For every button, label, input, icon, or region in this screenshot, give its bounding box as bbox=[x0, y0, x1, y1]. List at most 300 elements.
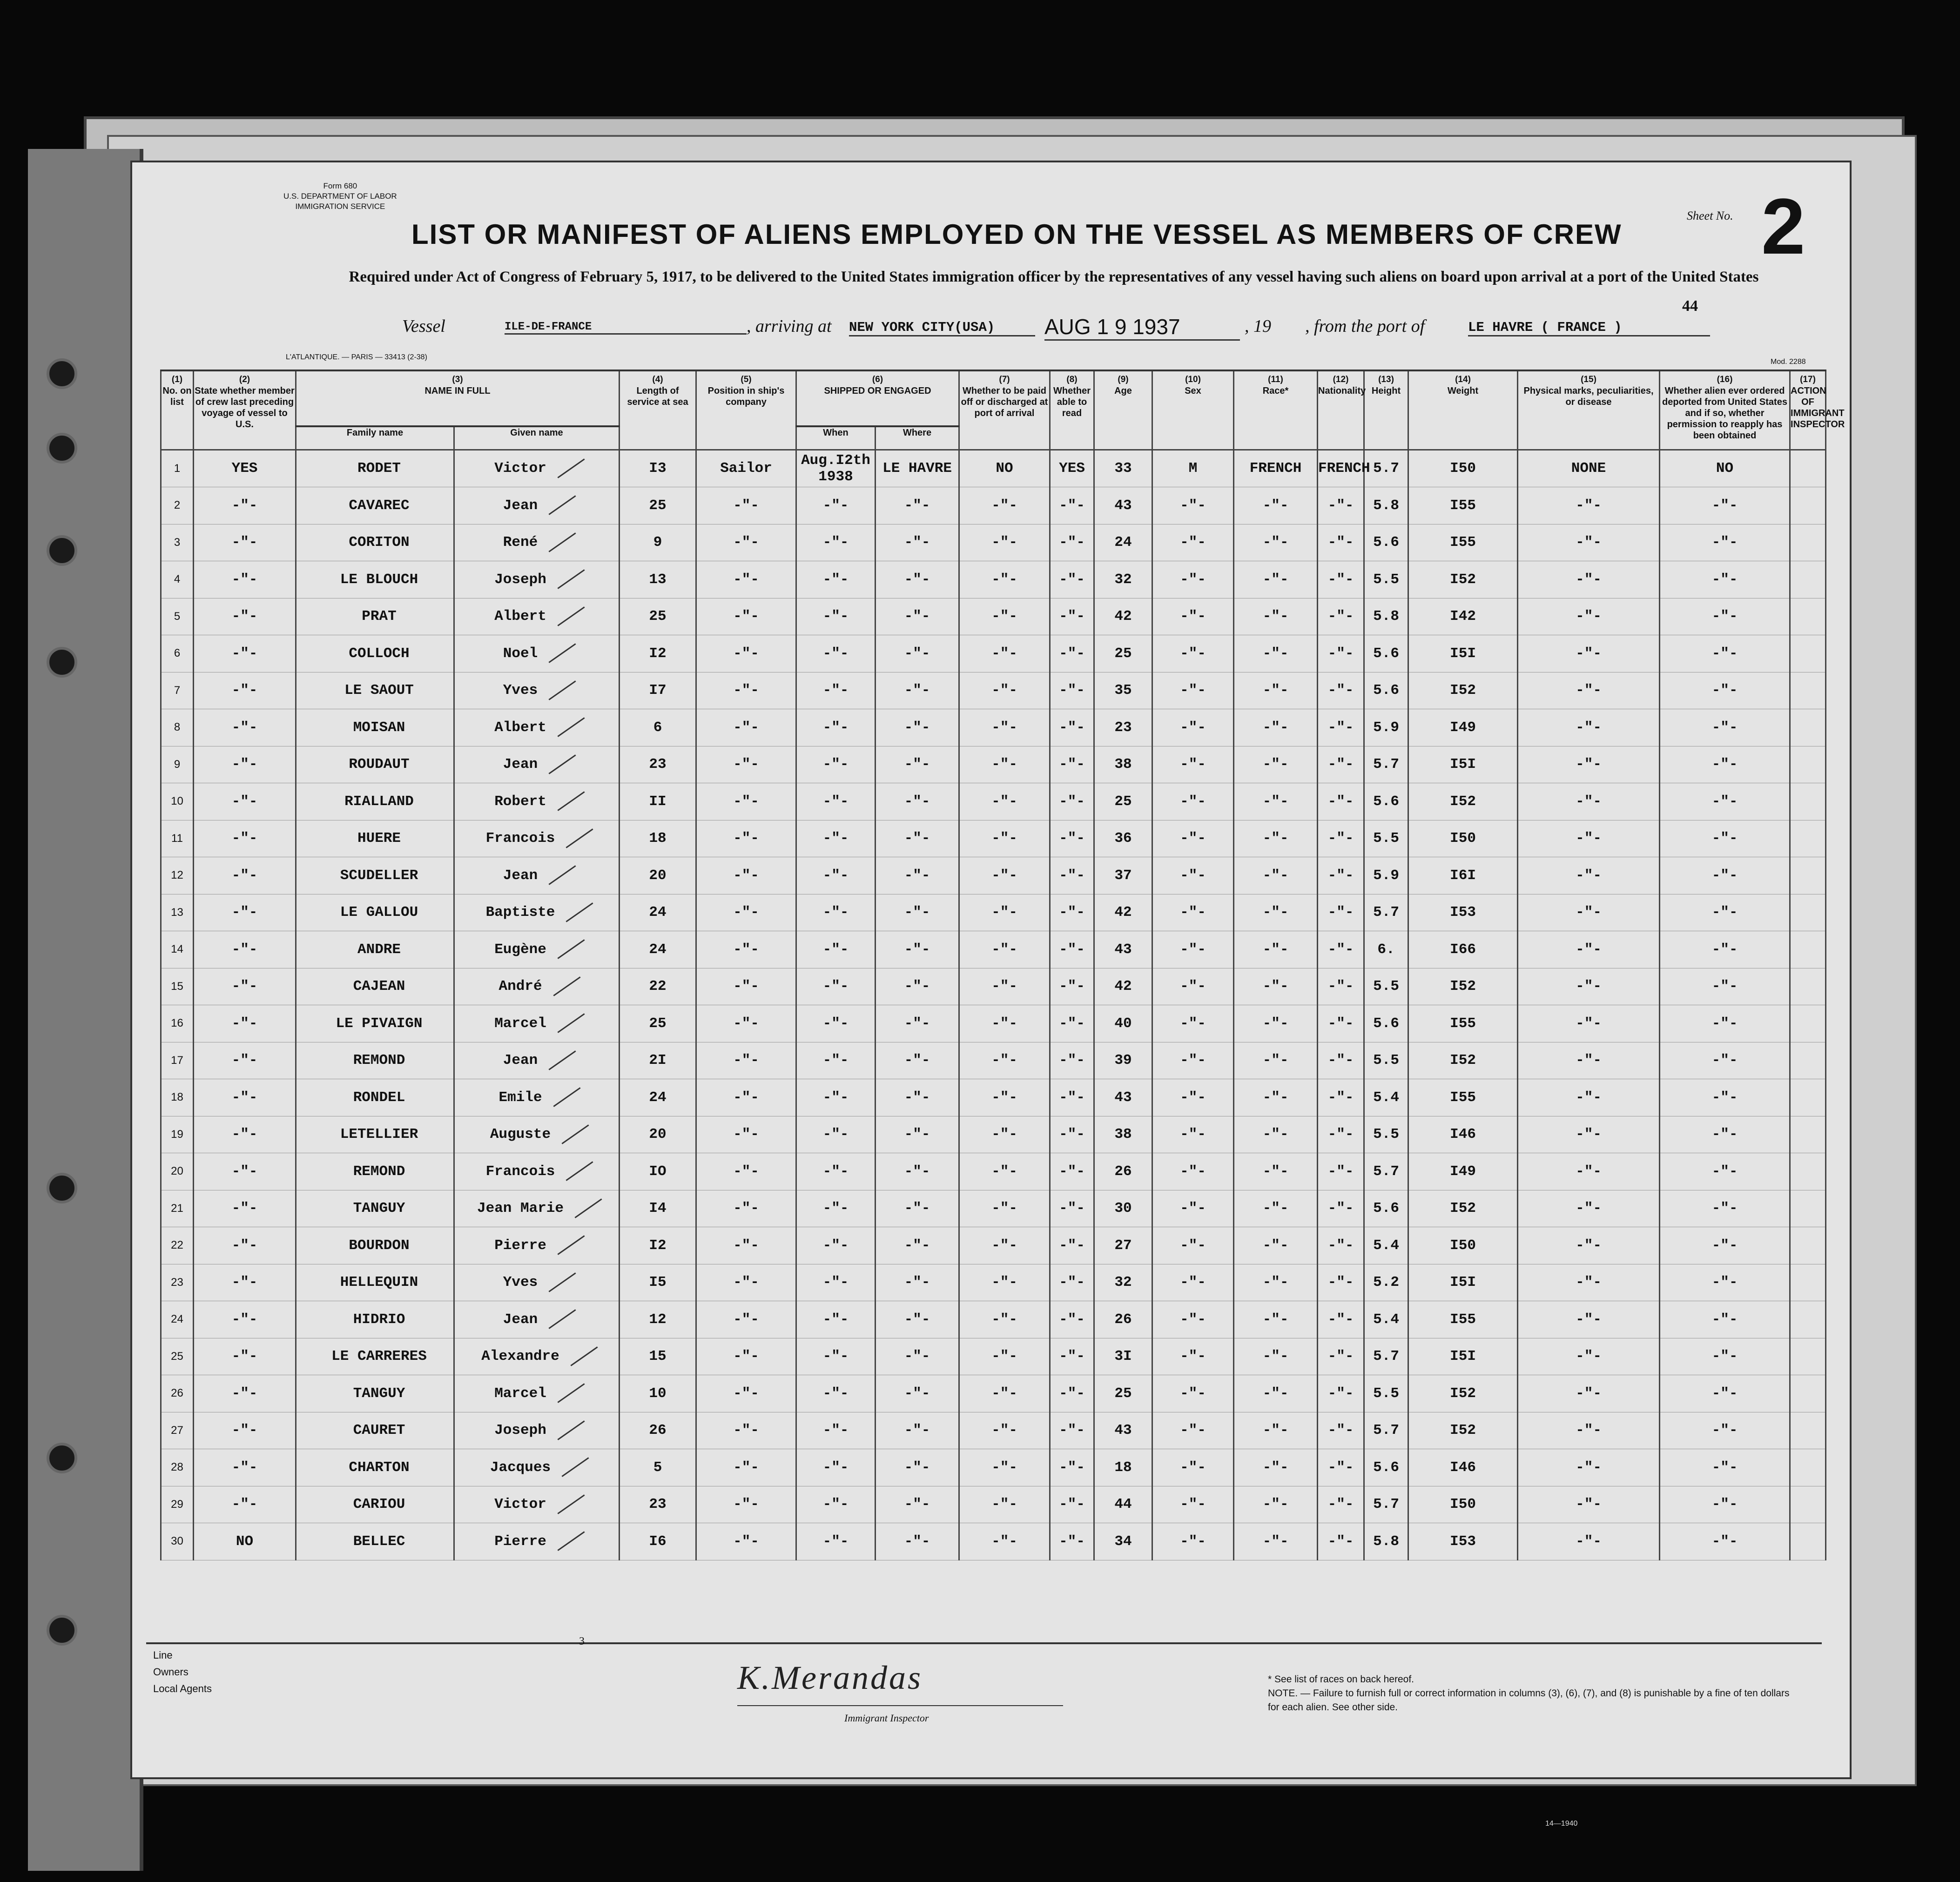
race-cell: -"- bbox=[1234, 524, 1318, 561]
service-cell: 15 bbox=[620, 1338, 696, 1375]
where-cell: -"- bbox=[876, 894, 959, 931]
agents-label: Local Agents bbox=[153, 1683, 212, 1694]
when-cell: -"- bbox=[796, 1338, 876, 1375]
age-cell: 30 bbox=[1094, 1190, 1152, 1227]
read-cell: -"- bbox=[1050, 1264, 1094, 1301]
when-cell: -"- bbox=[796, 709, 876, 746]
service-cell: 25 bbox=[620, 1005, 696, 1042]
action-cell bbox=[1790, 1042, 1826, 1079]
when-cell: -"- bbox=[796, 561, 876, 598]
prev-voyage-cell: -"- bbox=[194, 746, 296, 783]
position-cell: -"- bbox=[696, 1486, 796, 1523]
binder-hole bbox=[47, 1173, 77, 1203]
paid-off-cell: -"- bbox=[959, 1227, 1050, 1264]
action-cell bbox=[1790, 1116, 1826, 1153]
paid-off-cell: -"- bbox=[959, 931, 1050, 968]
age-cell: 18 bbox=[1094, 1449, 1152, 1486]
where-cell: -"- bbox=[876, 1301, 959, 1338]
given-name-cell: Marcel bbox=[454, 1375, 620, 1412]
inspector-label: Immigrant Inspector bbox=[844, 1712, 929, 1724]
read-cell: -"- bbox=[1050, 1523, 1094, 1560]
age-cell: 38 bbox=[1094, 746, 1152, 783]
service-cell: I7 bbox=[620, 672, 696, 709]
race-cell: -"- bbox=[1234, 1042, 1318, 1079]
nationality-cell: -"- bbox=[1318, 1449, 1364, 1486]
paid-off-cell: -"- bbox=[959, 1375, 1050, 1412]
deported-cell: -"- bbox=[1660, 635, 1790, 672]
service-cell: 25 bbox=[620, 487, 696, 524]
where-cell: -"- bbox=[876, 1042, 959, 1079]
inspector-signature: K.Merandas bbox=[737, 1659, 923, 1696]
action-cell bbox=[1790, 1449, 1826, 1486]
family-name-cell: CHARTON bbox=[296, 1449, 454, 1486]
owners-label: Owners bbox=[153, 1666, 189, 1678]
position-cell: -"- bbox=[696, 783, 796, 820]
given-name-cell: Jean bbox=[454, 1301, 620, 1338]
when-cell: -"- bbox=[796, 487, 876, 524]
where-cell: -"- bbox=[876, 635, 959, 672]
action-cell bbox=[1790, 1079, 1826, 1116]
deported-cell: -"- bbox=[1660, 1449, 1790, 1486]
table-row bbox=[161, 635, 1826, 672]
when-cell: -"- bbox=[796, 968, 876, 1005]
action-cell bbox=[1790, 931, 1826, 968]
deported-cell: -"- bbox=[1660, 820, 1790, 857]
age-cell: 37 bbox=[1094, 857, 1152, 894]
marks-cell: -"- bbox=[1518, 1338, 1660, 1375]
position-cell: -"- bbox=[696, 931, 796, 968]
family-name-cell: PRAT bbox=[296, 598, 454, 635]
where-cell: -"- bbox=[876, 1449, 959, 1486]
check-mark-icon bbox=[557, 791, 585, 811]
action-cell bbox=[1790, 487, 1826, 524]
nationality-cell: -"- bbox=[1318, 1264, 1364, 1301]
prev-voyage-cell: -"- bbox=[194, 709, 296, 746]
marks-cell: -"- bbox=[1518, 1301, 1660, 1338]
age-cell: 25 bbox=[1094, 1375, 1152, 1412]
table-row bbox=[161, 598, 1826, 635]
table-row bbox=[161, 1375, 1826, 1412]
age-cell: 44 bbox=[1094, 1486, 1152, 1523]
nationality-cell: -"- bbox=[1318, 1486, 1364, 1523]
age-cell: 32 bbox=[1094, 1264, 1152, 1301]
sex-cell: -"- bbox=[1152, 1153, 1234, 1190]
prev-voyage-cell: -"- bbox=[194, 1227, 296, 1264]
action-cell bbox=[1790, 672, 1826, 709]
position-cell: -"- bbox=[696, 1301, 796, 1338]
action-cell bbox=[1790, 1338, 1826, 1375]
col-prev-voyage-header: (2) State whether member of crew last preceding voyage of vessel to U.S. bbox=[194, 370, 296, 450]
sex-cell: -"- bbox=[1152, 598, 1234, 635]
paid-off-cell: -"- bbox=[959, 1338, 1050, 1375]
where-cell: -"- bbox=[876, 561, 959, 598]
when-cell: -"- bbox=[796, 598, 876, 635]
given-name-cell: Noel bbox=[454, 635, 620, 672]
row-number: 9 bbox=[161, 746, 194, 783]
check-mark-icon bbox=[549, 680, 576, 700]
family-name-cell: CORITON bbox=[296, 524, 454, 561]
sex-cell: -"- bbox=[1152, 672, 1234, 709]
check-mark-icon bbox=[566, 1161, 593, 1181]
where-cell: -"- bbox=[876, 746, 959, 783]
subtitle: Required under Act of Congress of February 5, 1917, to be delivered to the United States immigration officer by the representatives of any vessel having such aliens on board upon arrival at a port of the United States bbox=[349, 269, 1759, 285]
nationality-cell: -"- bbox=[1318, 1412, 1364, 1449]
when-cell: -"- bbox=[796, 783, 876, 820]
table-row bbox=[161, 894, 1826, 931]
deported-cell: -"- bbox=[1660, 894, 1790, 931]
action-cell bbox=[1790, 561, 1826, 598]
prev-voyage-cell: -"- bbox=[194, 820, 296, 857]
table-row bbox=[161, 1227, 1826, 1264]
paid-off-cell: -"- bbox=[959, 598, 1050, 635]
manifest-sheet bbox=[130, 161, 1852, 1779]
service-cell: 6 bbox=[620, 709, 696, 746]
age-cell: 35 bbox=[1094, 672, 1152, 709]
prev-voyage-cell: -"- bbox=[194, 783, 296, 820]
paid-off-cell: -"- bbox=[959, 487, 1050, 524]
when-cell: -"- bbox=[796, 1042, 876, 1079]
header-row bbox=[161, 370, 1826, 426]
height-cell: 5.6 bbox=[1364, 1190, 1408, 1227]
binder-hole bbox=[47, 647, 77, 678]
family-name-cell: RODET bbox=[296, 450, 454, 487]
height-cell: 5.7 bbox=[1364, 1338, 1408, 1375]
check-mark-icon bbox=[557, 1494, 585, 1514]
sex-cell: -"- bbox=[1152, 894, 1234, 931]
position-cell: -"- bbox=[696, 1375, 796, 1412]
position-cell: -"- bbox=[696, 1079, 796, 1116]
age-cell: 39 bbox=[1094, 1042, 1152, 1079]
marks-cell: -"- bbox=[1518, 894, 1660, 931]
read-cell: -"- bbox=[1050, 1079, 1094, 1116]
given-name-cell: Yves bbox=[454, 1264, 620, 1301]
date-stamp: AUG 1 9 1937 bbox=[1044, 314, 1240, 341]
prev-voyage-cell: -"- bbox=[194, 598, 296, 635]
prev-voyage-cell: -"- bbox=[194, 635, 296, 672]
paid-off-cell: -"- bbox=[959, 1005, 1050, 1042]
deported-cell: -"- bbox=[1660, 1153, 1790, 1190]
race-cell: -"- bbox=[1234, 968, 1318, 1005]
row-number: 12 bbox=[161, 857, 194, 894]
height-cell: 5.2 bbox=[1364, 1264, 1408, 1301]
signature-line bbox=[737, 1705, 1063, 1706]
nationality-cell: -"- bbox=[1318, 746, 1364, 783]
mod-number: Mod. 2288 bbox=[1771, 358, 1806, 366]
nationality-cell: -"- bbox=[1318, 1042, 1364, 1079]
when-cell: -"- bbox=[796, 1486, 876, 1523]
height-cell: 5.5 bbox=[1364, 1042, 1408, 1079]
weight-cell: I52 bbox=[1408, 672, 1518, 709]
deported-cell: -"- bbox=[1660, 1338, 1790, 1375]
service-cell: 23 bbox=[620, 746, 696, 783]
year-label: , 19 bbox=[1245, 316, 1271, 336]
nationality-cell: -"- bbox=[1318, 709, 1364, 746]
position-cell: -"- bbox=[696, 1153, 796, 1190]
where-cell: -"- bbox=[876, 709, 959, 746]
prev-voyage-cell: YES bbox=[194, 450, 296, 487]
action-cell bbox=[1790, 709, 1826, 746]
read-cell: -"- bbox=[1050, 968, 1094, 1005]
check-mark-icon bbox=[570, 1346, 598, 1366]
form-number: Form 680 bbox=[323, 181, 357, 190]
deported-cell: -"- bbox=[1660, 1116, 1790, 1153]
sheet-label: Sheet No. bbox=[1687, 209, 1733, 222]
read-cell: -"- bbox=[1050, 783, 1094, 820]
age-cell: 36 bbox=[1094, 820, 1152, 857]
height-cell: 5.8 bbox=[1364, 487, 1408, 524]
sex-cell: -"- bbox=[1152, 1264, 1234, 1301]
table-row bbox=[161, 672, 1826, 709]
sex-cell: -"- bbox=[1152, 1523, 1234, 1560]
when-cell: -"- bbox=[796, 1412, 876, 1449]
when-cell: -"- bbox=[796, 1523, 876, 1560]
service-cell: 10 bbox=[620, 1375, 696, 1412]
where-cell: -"- bbox=[876, 783, 959, 820]
given-name-cell: Jean bbox=[454, 487, 620, 524]
row-number: 11 bbox=[161, 820, 194, 857]
age-cell: 26 bbox=[1094, 1153, 1152, 1190]
where-header: Where bbox=[876, 426, 959, 450]
nationality-cell: -"- bbox=[1318, 1190, 1364, 1227]
sex-cell: -"- bbox=[1152, 857, 1234, 894]
age-cell: 23 bbox=[1094, 709, 1152, 746]
table-row bbox=[161, 1523, 1826, 1560]
check-mark-icon bbox=[557, 1235, 585, 1255]
prev-voyage-cell: -"- bbox=[194, 1301, 296, 1338]
check-mark-icon bbox=[574, 1198, 602, 1218]
row-number: 19 bbox=[161, 1116, 194, 1153]
sheet-number: 2 bbox=[1761, 182, 1805, 271]
read-cell: -"- bbox=[1050, 1005, 1094, 1042]
height-cell: 5.6 bbox=[1364, 524, 1408, 561]
weight-cell: I55 bbox=[1408, 524, 1518, 561]
paid-off-cell: -"- bbox=[959, 561, 1050, 598]
marks-cell: NONE bbox=[1518, 450, 1660, 487]
race-cell: -"- bbox=[1234, 1412, 1318, 1449]
age-cell: 43 bbox=[1094, 931, 1152, 968]
action-cell bbox=[1790, 1412, 1826, 1449]
where-cell: -"- bbox=[876, 1264, 959, 1301]
marks-cell: -"- bbox=[1518, 783, 1660, 820]
weight-cell: I52 bbox=[1408, 1042, 1518, 1079]
sex-cell: -"- bbox=[1152, 968, 1234, 1005]
race-cell: -"- bbox=[1234, 635, 1318, 672]
marks-cell: -"- bbox=[1518, 1042, 1660, 1079]
action-cell bbox=[1790, 746, 1826, 783]
service-cell: 23 bbox=[620, 1486, 696, 1523]
paid-off-cell: -"- bbox=[959, 709, 1050, 746]
given-name-cell: Joseph bbox=[454, 1412, 620, 1449]
where-cell: -"- bbox=[876, 857, 959, 894]
where-cell: -"- bbox=[876, 672, 959, 709]
position-cell: -"- bbox=[696, 561, 796, 598]
action-cell bbox=[1790, 1227, 1826, 1264]
col-height-header: (13) Height bbox=[1364, 370, 1408, 450]
nationality-cell: -"- bbox=[1318, 931, 1364, 968]
service-cell: 20 bbox=[620, 1116, 696, 1153]
height-cell: 5.9 bbox=[1364, 857, 1408, 894]
action-cell bbox=[1790, 1301, 1826, 1338]
weight-cell: I50 bbox=[1408, 1486, 1518, 1523]
position-cell: -"- bbox=[696, 1227, 796, 1264]
given-name-cell: André bbox=[454, 968, 620, 1005]
where-cell: -"- bbox=[876, 1523, 959, 1560]
weight-cell: I52 bbox=[1408, 1375, 1518, 1412]
age-cell: 43 bbox=[1094, 487, 1152, 524]
marks-cell: -"- bbox=[1518, 635, 1660, 672]
weight-cell: I50 bbox=[1408, 450, 1518, 487]
race-cell: -"- bbox=[1234, 1486, 1318, 1523]
deported-cell: NO bbox=[1660, 450, 1790, 487]
weight-cell: I46 bbox=[1408, 1116, 1518, 1153]
table-row bbox=[161, 524, 1826, 561]
deported-cell: -"- bbox=[1660, 524, 1790, 561]
read-cell: -"- bbox=[1050, 1190, 1094, 1227]
when-cell: -"- bbox=[796, 1449, 876, 1486]
service-cell: I4 bbox=[620, 1190, 696, 1227]
height-cell: 6. bbox=[1364, 931, 1408, 968]
row-number: 14 bbox=[161, 931, 194, 968]
paid-off-cell: -"- bbox=[959, 783, 1050, 820]
paid-off-cell: -"- bbox=[959, 746, 1050, 783]
position-cell: -"- bbox=[696, 1449, 796, 1486]
nationality-cell: -"- bbox=[1318, 820, 1364, 857]
height-cell: 5.6 bbox=[1364, 1005, 1408, 1042]
race-cell: -"- bbox=[1234, 1005, 1318, 1042]
row-number: 10 bbox=[161, 783, 194, 820]
age-cell: 33 bbox=[1094, 450, 1152, 487]
race-cell: -"- bbox=[1234, 783, 1318, 820]
position-cell: -"- bbox=[696, 672, 796, 709]
race-cell: -"- bbox=[1234, 672, 1318, 709]
family-name-cell: HELLEQUIN bbox=[296, 1264, 454, 1301]
read-cell: -"- bbox=[1050, 1338, 1094, 1375]
row-number: 4 bbox=[161, 561, 194, 598]
footer-labels bbox=[153, 1649, 212, 1700]
sex-cell: -"- bbox=[1152, 1190, 1234, 1227]
deported-cell: -"- bbox=[1660, 1005, 1790, 1042]
prev-voyage-cell: -"- bbox=[194, 487, 296, 524]
table-row bbox=[161, 968, 1826, 1005]
age-cell: 3I bbox=[1094, 1338, 1152, 1375]
height-cell: 5.4 bbox=[1364, 1079, 1408, 1116]
table-row bbox=[161, 1079, 1826, 1116]
deported-cell: -"- bbox=[1660, 709, 1790, 746]
race-cell: -"- bbox=[1234, 1449, 1318, 1486]
read-cell: -"- bbox=[1050, 746, 1094, 783]
prev-voyage-cell: -"- bbox=[194, 1153, 296, 1190]
row-number: 17 bbox=[161, 1042, 194, 1079]
bottom-mark: 14—1940 bbox=[1545, 1820, 1578, 1828]
page-mark: 44 bbox=[1682, 297, 1698, 315]
weight-cell: I5I bbox=[1408, 1264, 1518, 1301]
sex-cell: -"- bbox=[1152, 1449, 1234, 1486]
where-cell: -"- bbox=[876, 1153, 959, 1190]
action-cell bbox=[1790, 635, 1826, 672]
read-cell: -"- bbox=[1050, 709, 1094, 746]
marks-cell: -"- bbox=[1518, 709, 1660, 746]
given-name-cell: Jean bbox=[454, 857, 620, 894]
read-cell: -"- bbox=[1050, 635, 1094, 672]
action-cell bbox=[1790, 1005, 1826, 1042]
weight-cell: I42 bbox=[1408, 598, 1518, 635]
given-name-cell: Jean Marie bbox=[454, 1190, 620, 1227]
paid-off-cell: -"- bbox=[959, 1486, 1050, 1523]
height-cell: 5.8 bbox=[1364, 1523, 1408, 1560]
paid-off-cell: -"- bbox=[959, 635, 1050, 672]
when-cell: -"- bbox=[796, 746, 876, 783]
height-cell: 5.7 bbox=[1364, 1412, 1408, 1449]
paid-off-cell: -"- bbox=[959, 1412, 1050, 1449]
row-number: 23 bbox=[161, 1264, 194, 1301]
nationality-cell: -"- bbox=[1318, 1301, 1364, 1338]
family-name-cell: CARIOU bbox=[296, 1486, 454, 1523]
row-number: 25 bbox=[161, 1338, 194, 1375]
marks-cell: -"- bbox=[1518, 857, 1660, 894]
sex-cell: -"- bbox=[1152, 931, 1234, 968]
read-cell: -"- bbox=[1050, 857, 1094, 894]
check-mark-icon bbox=[557, 717, 585, 737]
when-cell: -"- bbox=[796, 1227, 876, 1264]
marks-cell: -"- bbox=[1518, 968, 1660, 1005]
weight-cell: I66 bbox=[1408, 931, 1518, 968]
row-number: 1 bbox=[161, 450, 194, 487]
service-cell: I6 bbox=[620, 1523, 696, 1560]
family-name-cell: BELLEC bbox=[296, 1523, 454, 1560]
family-name-cell: HIDRIO bbox=[296, 1301, 454, 1338]
printer-line: L'ATLANTIQUE. — PARIS — 33413 (2-38) bbox=[286, 353, 427, 361]
footer-notes bbox=[1268, 1673, 1803, 1714]
when-cell: -"- bbox=[796, 1079, 876, 1116]
col-sex-header: (10) Sex bbox=[1152, 370, 1234, 450]
service-cell: 24 bbox=[620, 931, 696, 968]
nationality-cell: -"- bbox=[1318, 524, 1364, 561]
deported-cell: -"- bbox=[1660, 1412, 1790, 1449]
position-cell: -"- bbox=[696, 1338, 796, 1375]
binder-hole bbox=[47, 1443, 77, 1473]
marks-cell: -"- bbox=[1518, 1005, 1660, 1042]
prev-voyage-cell: -"- bbox=[194, 1264, 296, 1301]
prev-voyage-cell: -"- bbox=[194, 1116, 296, 1153]
given-name-header: Given name bbox=[454, 426, 620, 450]
row-number: 29 bbox=[161, 1486, 194, 1523]
height-cell: 5.6 bbox=[1364, 783, 1408, 820]
position-cell: -"- bbox=[696, 1116, 796, 1153]
family-name-cell: SCUDELLER bbox=[296, 857, 454, 894]
age-cell: 25 bbox=[1094, 783, 1152, 820]
row-number: 5 bbox=[161, 598, 194, 635]
row-number: 3 bbox=[161, 524, 194, 561]
action-cell bbox=[1790, 1190, 1826, 1227]
nationality-cell: -"- bbox=[1318, 635, 1364, 672]
service-cell: 20 bbox=[620, 857, 696, 894]
given-name-cell: Yves bbox=[454, 672, 620, 709]
prev-voyage-cell: -"- bbox=[194, 1005, 296, 1042]
age-cell: 27 bbox=[1094, 1227, 1152, 1264]
form-header bbox=[283, 181, 397, 212]
nationality-cell: -"- bbox=[1318, 1523, 1364, 1560]
read-cell: -"- bbox=[1050, 672, 1094, 709]
check-mark-icon bbox=[549, 1272, 576, 1292]
col-read-header: (8) Whether able to read bbox=[1050, 370, 1094, 450]
height-cell: 5.7 bbox=[1364, 746, 1408, 783]
col-action-header: (17) ACTION OF IMMIGRANT INSPECTOR bbox=[1790, 370, 1826, 450]
table-row bbox=[161, 746, 1826, 783]
deported-cell: -"- bbox=[1660, 783, 1790, 820]
fine-note: NOTE. — Failure to furnish full or correct information in columns (3), (6), (7), and (8) is punishable by a fine of ten dollars for each alien. See other side. bbox=[1268, 1688, 1790, 1713]
action-cell bbox=[1790, 820, 1826, 857]
action-cell bbox=[1790, 1375, 1826, 1412]
